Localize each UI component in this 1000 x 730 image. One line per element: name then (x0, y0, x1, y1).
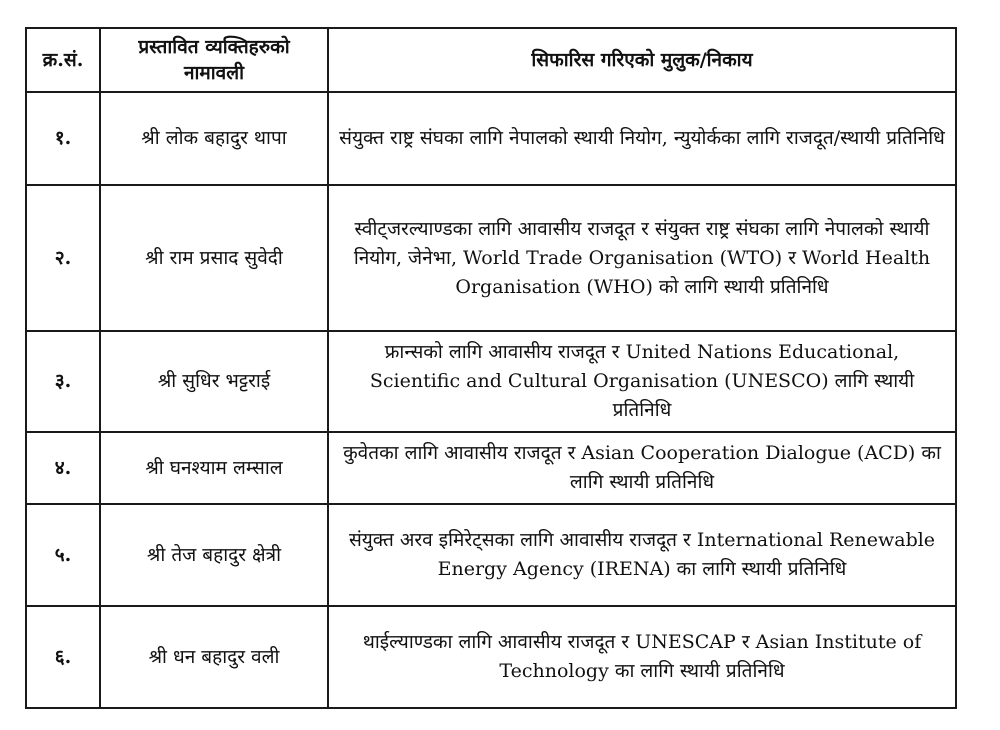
row-name: श्री लोक बहादुर थापा (100, 92, 328, 185)
table-row (26, 185, 956, 331)
row-name: श्री घनश्याम लम्साल (100, 432, 328, 504)
header-posting: सिफारिस गरिएको मुलुक/निकाय (328, 28, 956, 92)
table-row (26, 331, 956, 432)
table-row (26, 92, 956, 185)
nominee-table (25, 27, 957, 709)
table-row (26, 432, 956, 504)
row-name: श्री धन बहादुर वली (100, 606, 328, 708)
row-serial: ४. (26, 432, 100, 504)
row-serial: १. (26, 92, 100, 185)
table-header (26, 28, 956, 92)
row-name: श्री राम प्रसाद सुवेदी (100, 185, 328, 331)
row-name: श्री तेज बहादुर क्षेत्री (100, 504, 328, 606)
header-row (26, 28, 956, 92)
row-posting: संयुक्त अरव इमिरेट्सका लागि आवासीय राजदूत र International Renewable Energy Agency (IRENA) का लागि स्थायी प्रतिनिधि (328, 504, 956, 606)
nominee-table-container (25, 27, 955, 709)
table-body (26, 92, 956, 708)
row-posting: स्वीट्जरल्याण्डका लागि आवासीय राजदूत र संयुक्त राष्ट्र संघका लागि नेपालको स्थायी नियोग, जेनेभा, World Trade Organisation (WTO) र World Health Organisation (WHO) को लागि स्थायी प्रतिनिधि (328, 185, 956, 331)
row-name: श्री सुधिर भट्टराई (100, 331, 328, 432)
table-row (26, 606, 956, 708)
header-name: प्रस्तावित व्यक्तिहरुको नामावली (100, 28, 328, 92)
row-serial: ३. (26, 331, 100, 432)
row-posting: थाईल्याण्डका लागि आवासीय राजदूत र UNESCAP र Asian Institute of Technology का लागि स्थायी प्रतिनिधि (328, 606, 956, 708)
row-serial: २. (26, 185, 100, 331)
header-serial: क्र.सं. (26, 28, 100, 92)
row-posting: कुवेतका लागि आवासीय राजदूत र Asian Cooperation Dialogue (ACD) का लागि स्थायी प्रतिनिधि (328, 432, 956, 504)
row-serial: ६. (26, 606, 100, 708)
row-posting: फ्रान्सको लागि आवासीय राजदूत र United Nations Educational, Scientific and Cultural Organisation (UNESCO) लागि स्थायी प्रतिनिधि (328, 331, 956, 432)
table-row (26, 504, 956, 606)
row-serial: ५. (26, 504, 100, 606)
row-posting: संयुक्त राष्ट्र संघका लागि नेपालको स्थायी नियोग, न्युयोर्कका लागि राजदूत/स्थायी प्रतिनिधि (328, 92, 956, 185)
